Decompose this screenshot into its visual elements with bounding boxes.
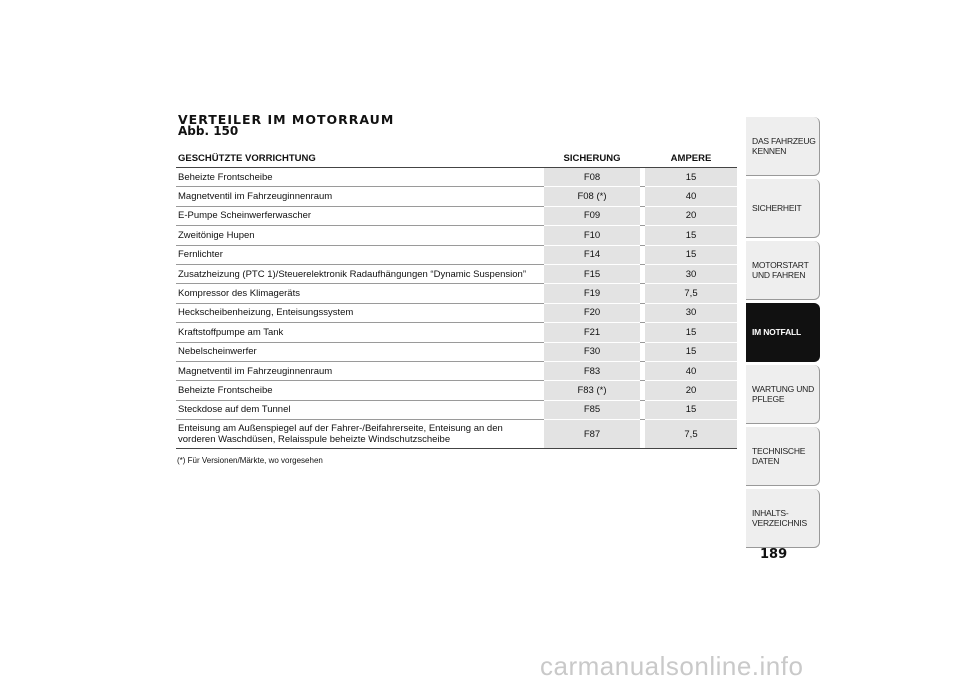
chapter-tab-2[interactable] bbox=[746, 179, 820, 238]
device-cell: Magnetventil im Fahrzeuginnenraum bbox=[176, 187, 539, 206]
ampere-cell: 15 bbox=[645, 226, 737, 245]
device-cell: Zweitönige Hupen bbox=[176, 226, 539, 245]
ampere-cell: 40 bbox=[645, 187, 737, 206]
header-ampere: AMPERE bbox=[645, 150, 737, 168]
device-cell: Magnetventil im Fahrzeuginnenraum bbox=[176, 362, 539, 381]
fuse-cell: F08 bbox=[544, 168, 640, 187]
table-row bbox=[176, 265, 737, 284]
figure-reference: Abb. 150 bbox=[178, 124, 239, 138]
fuse-cell: F20 bbox=[544, 304, 640, 323]
page-number: 189 bbox=[760, 547, 788, 562]
table-row bbox=[176, 207, 737, 226]
device-cell: E-Pumpe Scheinwerferwascher bbox=[176, 207, 539, 226]
fuse-cell: F09 bbox=[544, 207, 640, 226]
section-title: VERTEILER IM MOTORRAUM bbox=[178, 112, 395, 127]
chapter-tab-5[interactable] bbox=[746, 365, 820, 424]
fuse-cell: F87 bbox=[544, 420, 640, 449]
ampere-cell: 15 bbox=[645, 168, 737, 187]
table-row bbox=[176, 362, 737, 381]
ampere-cell: 20 bbox=[645, 381, 737, 400]
table-row bbox=[176, 343, 737, 362]
fuse-cell: F14 bbox=[544, 246, 640, 265]
ampere-cell: 20 bbox=[645, 207, 737, 226]
chapter-tab-label: TECHNISCHE DATEN bbox=[752, 446, 806, 466]
chapter-tab-label: MOTORSTART UND FAHREN bbox=[752, 260, 809, 280]
fuse-table bbox=[176, 150, 737, 449]
table-row bbox=[176, 381, 737, 400]
ampere-cell: 30 bbox=[645, 265, 737, 284]
table-row bbox=[176, 304, 737, 323]
chapter-tab-6[interactable] bbox=[746, 427, 820, 486]
chapter-tab-label: SICHERHEIT bbox=[752, 203, 802, 213]
table-row bbox=[176, 401, 737, 420]
device-cell: Zusatzheizung (PTC 1)/Steuerelektronik Radaufhängungen “Dynamic Suspension” bbox=[176, 265, 539, 284]
fuse-cell: F19 bbox=[544, 284, 640, 303]
chapter-tabs bbox=[746, 117, 820, 551]
chapter-tab-label: DAS FAHRZEUG KENNEN bbox=[752, 136, 816, 156]
table-row bbox=[176, 246, 737, 265]
header-fuse: SICHERUNG bbox=[544, 150, 640, 168]
chapter-tab-4[interactable] bbox=[746, 303, 820, 362]
table-row bbox=[176, 420, 737, 449]
table-row bbox=[176, 284, 737, 303]
table-row bbox=[176, 226, 737, 245]
chapter-tab-label: IM NOTFALL bbox=[752, 327, 801, 337]
fuse-cell: F21 bbox=[544, 323, 640, 342]
device-cell: Kompressor des Klimageräts bbox=[176, 284, 539, 303]
device-cell: Nebelscheinwerfer bbox=[176, 343, 539, 362]
table-row bbox=[176, 168, 737, 187]
fuse-cell: F08 (*) bbox=[544, 187, 640, 206]
device-cell: Fernlichter bbox=[176, 246, 539, 265]
device-cell: Heckscheibenheizung, Enteisungssystem bbox=[176, 304, 539, 323]
device-cell: Enteisung am Außenspiegel auf der Fahrer-/Beifahrerseite, Enteisung an den vorderen Waschdüsen, Relaisspule beheizte Windschutzscheibe bbox=[176, 420, 539, 449]
device-cell: Beheizte Frontscheibe bbox=[176, 168, 539, 187]
chapter-tab-label: WARTUNG UND PFLEGE bbox=[752, 384, 815, 404]
ampere-cell: 40 bbox=[645, 362, 737, 381]
fuse-cell: F83 bbox=[544, 362, 640, 381]
chapter-tab-1[interactable] bbox=[746, 117, 820, 176]
header-protected-device: GESCHÜTZTE VORRICHTUNG bbox=[176, 150, 539, 168]
ampere-cell: 15 bbox=[645, 343, 737, 362]
ampere-cell: 15 bbox=[645, 323, 737, 342]
ampere-cell: 15 bbox=[645, 246, 737, 265]
device-cell: Kraftstoffpumpe am Tank bbox=[176, 323, 539, 342]
chapter-tab-label: INHALTS-VERZEICHNIS bbox=[752, 508, 807, 528]
table-row bbox=[176, 187, 737, 206]
fuse-cell: F10 bbox=[544, 226, 640, 245]
ampere-cell: 7,5 bbox=[645, 284, 737, 303]
chapter-tab-3[interactable] bbox=[746, 241, 820, 300]
ampere-cell: 7,5 bbox=[645, 420, 737, 449]
device-cell: Steckdose auf dem Tunnel bbox=[176, 401, 539, 420]
ampere-cell: 15 bbox=[645, 401, 737, 420]
fuse-cell: F15 bbox=[544, 265, 640, 284]
fuse-table-body bbox=[176, 168, 737, 449]
footnote: (*) Für Versionen/Märkte, wo vorgesehen bbox=[177, 456, 323, 465]
chapter-tab-7[interactable] bbox=[746, 489, 820, 548]
watermark: carmanualsonline.info bbox=[540, 651, 804, 681]
table-row bbox=[176, 323, 737, 342]
fuse-cell: F83 (*) bbox=[544, 381, 640, 400]
device-cell: Beheizte Frontscheibe bbox=[176, 381, 539, 400]
fuse-cell: F85 bbox=[544, 401, 640, 420]
ampere-cell: 30 bbox=[645, 304, 737, 323]
fuse-cell: F30 bbox=[544, 343, 640, 362]
table-header-row bbox=[176, 150, 737, 168]
